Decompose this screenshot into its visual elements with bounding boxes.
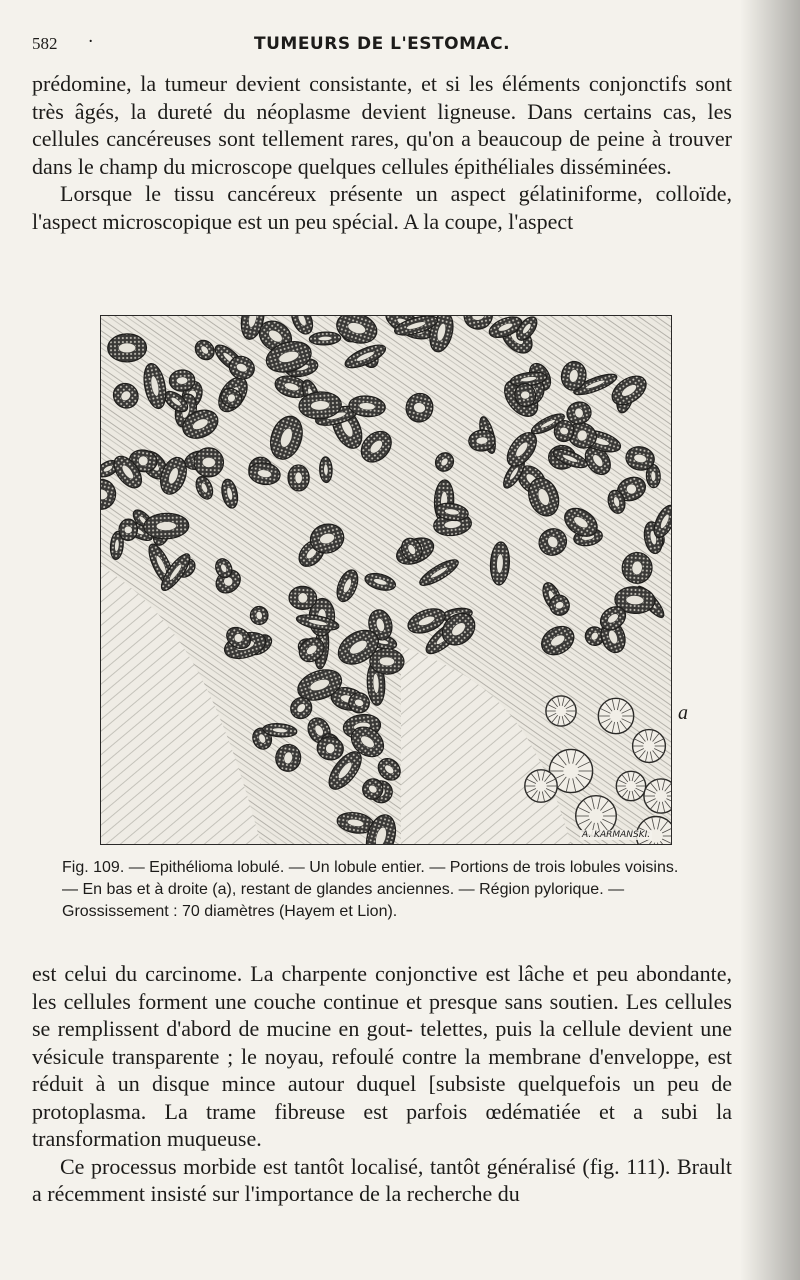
text-line: colloïde, l'aspect microscopique est un peu spécial. A la coupe, l'aspect <box>32 181 733 234</box>
gland-lumen <box>379 657 395 667</box>
text-line: peu abondante, les cellules forment une couche continue et presque <box>32 961 733 1014</box>
page-number: 582 <box>32 34 58 53</box>
text-line: sans soutien. Les cellules se remplissent d'abord de mucine en gout- <box>32 988 732 1041</box>
figure-caption <box>62 857 742 923</box>
gland-lumen <box>295 472 303 484</box>
text-line: est celui du carcinome. La charpente conjonctive est lâche et <box>32 961 589 986</box>
bottom-text <box>32 960 732 1208</box>
running-title: TUMEURS DE L'ESTOMAC. <box>254 34 511 54</box>
text-line: autour duquel [subsiste quelquefois un peu de protoplasma. La <box>32 1071 732 1124</box>
caption-line: — En bas et à droite (a), restant de glandes anciennes. — Région pylorique. — <box>62 881 625 898</box>
paragraph-top-1 <box>32 70 732 180</box>
artist-signature: A. KARMANSKI. <box>582 830 651 840</box>
gland-lumen <box>651 471 656 482</box>
text-line: prédomine, la tumeur devient consistante, et si les éléments conjonctifs <box>32 71 687 96</box>
figure-label-a: a <box>678 702 688 724</box>
running-head <box>32 32 732 60</box>
text-line: refoulé contre la membrane d'enveloppe, est réduit à un disque mince <box>32 1043 733 1096</box>
gland-lumen <box>124 526 133 534</box>
caption-line: Grossissement : 70 diamètres (Hayem et Lion). <box>62 903 398 920</box>
caption-line: Fig. 109. — Epithélioma lobulé. — Un lobule entier. — Portions de trois lobules voisins. <box>62 859 679 876</box>
text-line: muqueuse. <box>167 1126 262 1151</box>
text-line: cas, les cellules cancéreuses sont tellement rares, qu'on a beaucoup <box>32 98 732 151</box>
paragraph-bottom-1 <box>32 960 732 1153</box>
paragraph-top-2 <box>32 180 732 235</box>
gland-lumen <box>323 464 328 476</box>
gland-lumen <box>118 343 136 353</box>
top-text <box>32 70 732 235</box>
page-edge-shadow <box>740 0 800 1280</box>
header-separator: · <box>88 32 94 52</box>
text-line: sont très âgés, la dureté du néoplasme devient ligneuse. Dans certains <box>32 71 733 124</box>
paragraph-bottom-2 <box>32 1153 732 1208</box>
gland-lumen <box>298 592 308 603</box>
histology-figure <box>100 315 672 845</box>
text-line: Lorsque le tissu cancéreux présente un aspect gélatiniforme, <box>60 181 643 206</box>
text-line: épithéliales disséminées. <box>454 153 672 179</box>
gland-lumen <box>202 457 216 468</box>
text-line: trame fibreuse est parfois œdématiée et a subi la transformation <box>32 1098 732 1151</box>
gland-lumen <box>176 377 188 385</box>
text-line: Brault a récemment insisté sur l'importance de la recherche du <box>32 1153 732 1206</box>
text-line: de peine à trouver dans le champ du microscope quelques cellules <box>32 126 733 179</box>
text-line: telettes, puis la cellule devient une vésicule transparente ; le noyau, <box>32 1016 733 1069</box>
text-line: Ce processus morbide est tantôt localisé, tantôt généralisé (fig. 111). <box>60 1153 671 1179</box>
histology-illustration <box>101 316 671 844</box>
